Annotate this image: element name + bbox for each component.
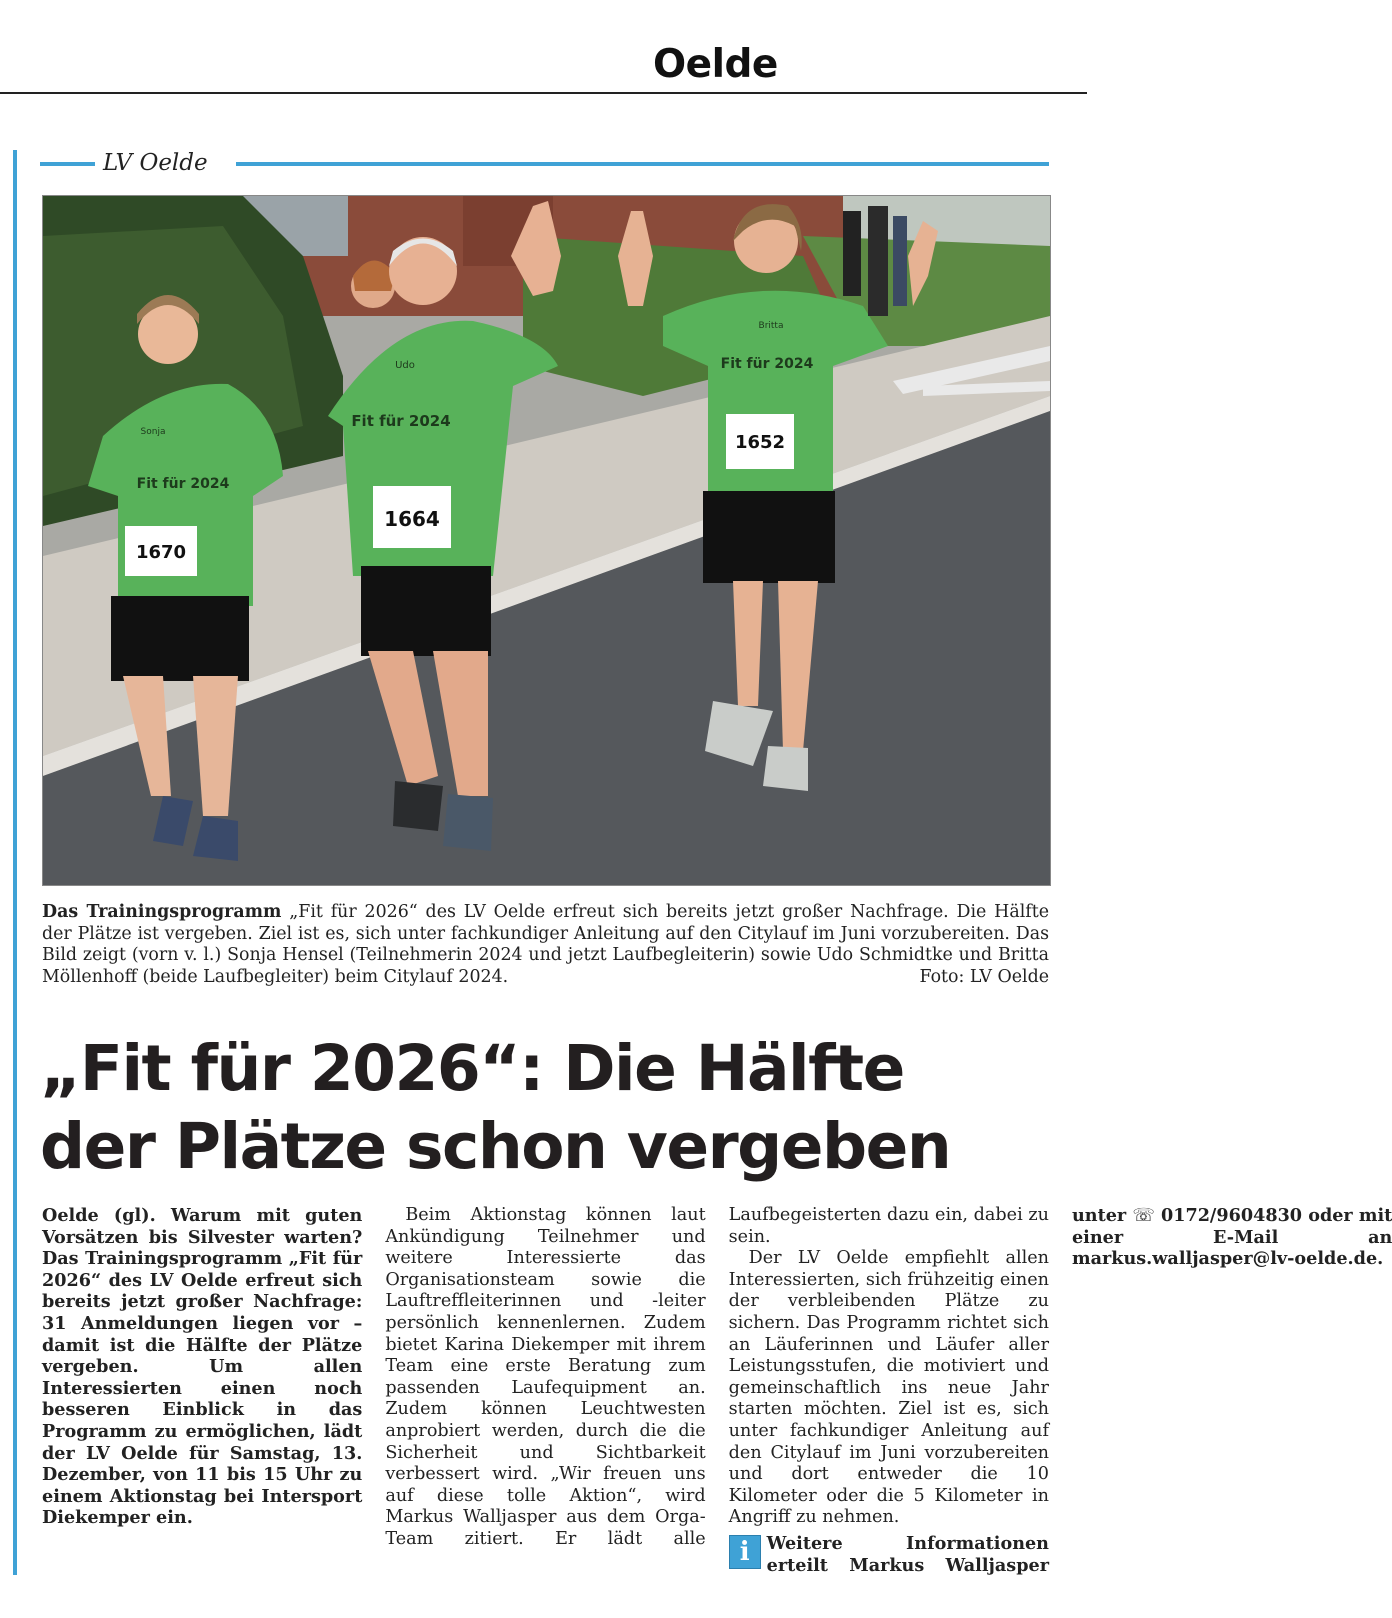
bib-center: 1664 — [384, 507, 440, 531]
paragraph-2: Beim Aktionstag können laut Ankündigung Teilnehmer und weitere Interessierte das Organisationsteam sowie die Lauftreffleiterinnen und -leiter persönlich kennenlernen. Zudem bietet Karina Diekemper mit ihrem Team eine erste Beratung zum passenden Laufequipment an. Zudem können Leuchtwesten anprobiert werden, durch die die Sicherheit und Sichtbarkeit verbessert wird. „Wir freuen uns auf diese tolle Aktion“, wird Markus Walljasper aus dem Orga-Team zitiert. Er lädt alle Laufbegeisterten dazu ein, dabei zu sein. — [385, 1205, 1049, 1549]
caption-text: „Fit für 2026“ des LV Oelde erfreut sich bereits jetzt großer Nachfrage. Die Hälfte der Plätze ist vergeben. Ziel ist es, sich unter fachkundiger Anleitung auf den Citylauf im Juni vorzubereiten. Das Bild zeigt (vorn v. l.) Sonja Hensel (Teilnehmerin 2024 und jetzt Laufbegleiterin) sowie Udo Schmidtke und Britta Möllenhoff (beide Laufbegleiter) beim Citylauf 2024. — [42, 902, 1049, 987]
shirt-text-center: Fit für 2024 — [351, 412, 451, 430]
caption-lead: Das Trainingsprogramm — [42, 902, 282, 922]
phone-number[interactable]: 0172/9604830 — [1160, 1205, 1303, 1226]
article-body — [42, 1205, 1392, 1585]
photo-caption — [42, 902, 1049, 988]
paragraph-3: Der LV Oelde empfiehlt allen Interessierten, sich frühzeitig einen der verbleibenden Plätze zu sichern. Das Programm richtet sich an Läuferinnen und Läufer aller Leistungsstufen, die motiviert und gemeinschaftlich ins neue Jahr starten möchten. Ziel ist es, sich unter fachkundiger Anleitung auf den Citylauf im Juni vorzubereiten und dort entweder die 10 Kilometer oder die 5 Kilometer in Angriff zu nehmen. — [728, 1248, 1049, 1528]
info-icon: i — [729, 1535, 761, 1569]
shirt-name-left: Sonja — [140, 427, 166, 437]
bib-right: 1652 — [734, 432, 786, 453]
info-mid: oder mit einer E-Mail an — [1071, 1205, 1392, 1248]
bib-left: 1670 — [135, 542, 187, 563]
shirt-text-right: Fit für 2024 — [720, 356, 814, 372]
lead-paragraph: Oelde (gl). Warum mit guten Vorsätzen bis Silvester warten? Das Trainingsprogramm „Fit für 2026“ des LV Oelde erfreut sich bereits jetzt großer Nachfrage: 31 Anmeldungen liegen vor – damit ist die Hälfte der Plätze vergeben. Um allen Interessierten einen noch besseren Einblick in das Programm zu ermöglichen, lädt der LV Oelde für Samstag, 13. Dezember, von 11 bis 15 Uhr zu einem Aktionstag bei Intersport Diekemper ein. — [42, 1205, 363, 1529]
shirt-text-left: Fit für 2024 — [136, 476, 230, 492]
kicker: LV Oelde — [103, 150, 208, 176]
shirt-name-right: Britta — [758, 321, 784, 331]
headline-line-1: „Fit für 2026“: Die Hälfte — [40, 1032, 904, 1105]
article-frame-line — [13, 150, 17, 1575]
shirt-name-center: Udo — [395, 360, 415, 371]
kicker-rule-right — [236, 162, 1049, 166]
kicker-rule-left — [40, 162, 95, 166]
section-title: Oelde — [653, 42, 778, 87]
info-text: Weitere Informationen erteilt Markus Walljasper unter — [766, 1205, 1127, 1576]
headline — [40, 1030, 1060, 1186]
header-rule — [0, 92, 1087, 94]
photo-credit: Foto: LV Oelde — [919, 966, 1049, 987]
headline-line-2: der Plätze schon vergeben — [40, 1110, 951, 1183]
article-photo — [42, 195, 1051, 886]
phone-icon: ☏ — [1132, 1205, 1155, 1226]
email-address[interactable]: markus.walljasper@lv-oelde.de. — [1071, 1248, 1384, 1270]
photo-illustration — [43, 196, 1050, 885]
